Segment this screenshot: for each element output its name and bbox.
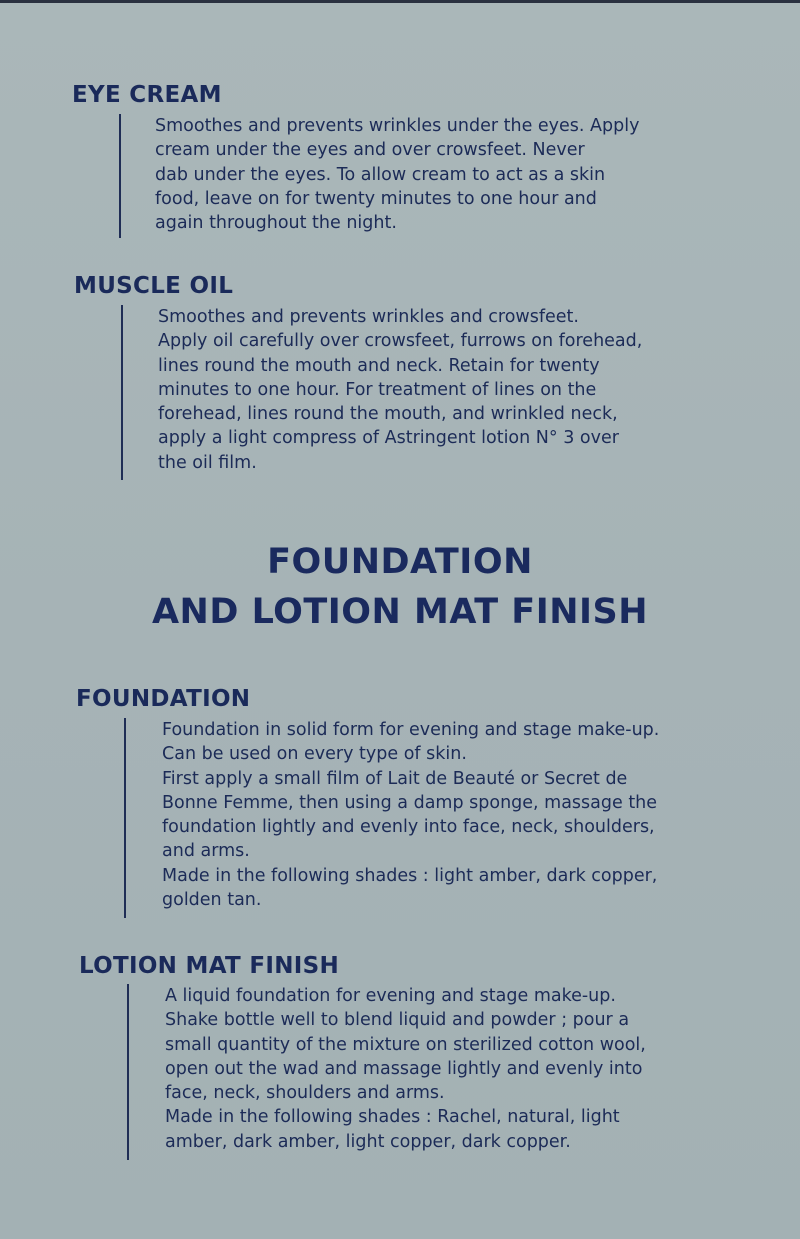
muscle-oil-line-5: forehead, lines round the mouth, and wrinkled neck, — [158, 404, 618, 425]
foundation-line-4: Bonne Femme, then using a damp sponge, massage the — [162, 792, 658, 813]
lotion-line-4: open out the wad and massage lightly and evenly into — [165, 1058, 643, 1079]
top-edge-line — [0, 0, 800, 3]
lotion-mat-finish-text — [127, 984, 757, 1160]
eye-cream-line-5: again throughout the night. — [155, 213, 397, 234]
lotion-line-7: amber, dark amber, light copper, dark copper. — [165, 1131, 571, 1152]
foundation-heading: FOUNDATION — [76, 686, 251, 712]
lotion-line-2: Shake bottle well to blend liquid and powder ; pour a — [165, 1010, 630, 1031]
muscle-oil-line-6: apply a light compress of Astringent lotion N° 3 over — [158, 428, 619, 449]
muscle-oil-heading: MUSCLE OIL — [74, 273, 234, 299]
section-title-line-2: AND LOTION MAT FINISH — [151, 592, 649, 632]
eye-cream-line-1: Smoothes and prevents wrinkles under the eyes. Apply — [155, 116, 640, 136]
eye-cream-line-2: cream under the eyes and over crowsfeet. Never — [155, 140, 585, 161]
eye-cream-line-4: food, leave on for twenty minutes to one hour and — [155, 188, 597, 209]
muscle-oil-line-3: lines round the mouth and neck. Retain for twenty — [158, 355, 600, 376]
muscle-oil-line-7: the oil film. — [158, 452, 257, 473]
muscle-oil-line-4: minutes to one hour. For treatment of lines on the — [158, 379, 597, 400]
foundation-line-1: Foundation in solid form for evening and stage make-up. — [162, 720, 660, 740]
foundation-line-3: First apply a small film of Lait de Beauté or Secret de — [162, 768, 628, 789]
muscle-oil-line-1: Smoothes and prevents wrinkles and crowsfeet. — [158, 307, 579, 327]
eye-cream-heading: EYE CREAM — [72, 82, 222, 108]
foundation-line-2: Can be used on every type of skin. — [162, 744, 467, 765]
foundation-line-6: and arms. — [162, 841, 250, 862]
lotion-mat-finish-heading: LOTION MAT FINISH — [79, 953, 340, 979]
foundation-line-8: golden tan. — [162, 890, 262, 911]
foundation-line-7: Made in the following shades : light amber, dark copper, — [162, 865, 658, 886]
lotion-line-3: small quantity of the mixture on sterilized cotton wool, — [165, 1034, 646, 1055]
section-title-line-1: FOUNDATION — [267, 542, 533, 582]
lotion-line-1: A liquid foundation for evening and stage make-up. — [165, 986, 616, 1006]
foundation-line-5: foundation lightly and evenly into face, neck, shoulders, — [162, 817, 655, 838]
eye-cream-line-3: dab under the eyes. To allow cream to act as a skin — [155, 164, 606, 185]
muscle-oil-text — [121, 305, 751, 480]
eye-cream-text — [119, 114, 749, 238]
lotion-line-5: face, neck, shoulders and arms. — [165, 1083, 445, 1104]
foundation-text — [124, 718, 754, 918]
lotion-line-6: Made in the following shades : Rachel, natural, light — [165, 1107, 620, 1128]
muscle-oil-line-2: Apply oil carefully over crowsfeet, furrows on forehead, — [158, 331, 643, 352]
